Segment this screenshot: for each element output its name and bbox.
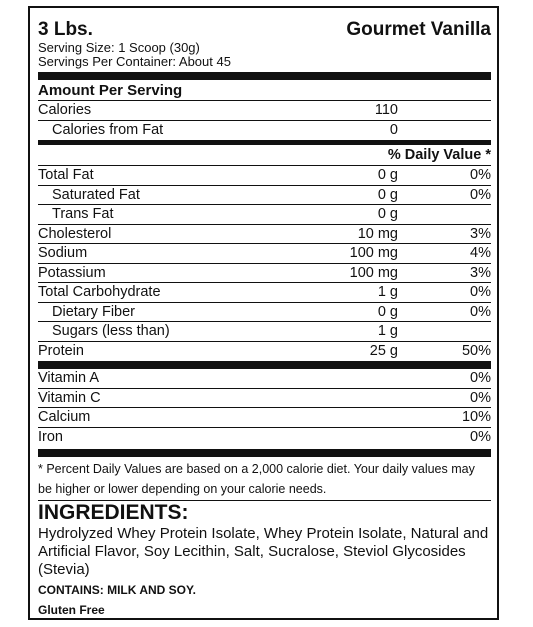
vitamin-daily-value: 0% [470,370,491,387]
nutrition-facts-panel [28,6,499,620]
nutrient-daily-value: 0% [470,303,491,320]
nutrient-label: Potassium [38,264,106,281]
nutrient-daily-value: 3% [470,264,491,281]
ingredients-title: INGREDIENTS: [38,501,189,524]
nutrient-daily-value: 3% [470,225,491,242]
daily-value-footnote: * Percent Daily Values are based on a 2,000 calorie diet. Your daily values may be higher or lower depending on your calorie needs. [38,462,475,496]
servings-per-container: Servings Per Container: About 45 [38,54,231,69]
nutrient-row [38,225,491,245]
vitamin-row [38,428,491,448]
vitamin-label: Vitamin A [38,370,99,387]
nutrient-daily-value: 4% [470,245,491,262]
nutrient-row [38,166,491,186]
calories-label: Calories [38,102,92,119]
nutrient-amount: 100 mg [349,264,398,281]
serving-size: Serving Size: 1 Scoop (30g) [38,40,200,55]
ingredients-text: Hydrolyzed Whey Protein Isolate, Whey Protein Isolate, Natural and Artificial Flavor, Soy Lecithin, Salt, Sucralose, Steviol Glycosides (Stevia) [38,525,489,578]
product-flavor: Gourmet Vanilla [346,19,491,40]
divider-thick [38,72,491,80]
nutrient-label: Trans Fat [52,206,114,223]
calories-fat-label: Calories from Fat [52,122,164,139]
nutrient-daily-value: 0% [470,167,491,184]
divider-thick [38,449,491,457]
nutrient-label: Sugars (less than) [52,323,170,340]
vitamin-daily-value: 10% [461,409,491,426]
nutrient-row [38,283,491,303]
nutrient-label: Sodium [38,245,88,262]
nutrient-amount: 1 g [377,284,398,301]
vitamin-row [38,408,491,428]
divider-thick [38,361,491,369]
nutrient-amount: 25 g [369,343,398,360]
nutrient-amount: 1 g [377,323,398,340]
vitamin-label: Calcium [38,409,91,426]
vitamin-label: Iron [38,429,63,446]
vitamin-row [38,369,491,389]
nutrient-amount: 0 g [377,167,398,184]
nutrient-label: Total Carbohydrate [38,284,161,301]
vitamin-table [38,369,491,447]
nutrient-label: Saturated Fat [52,186,140,203]
nutrient-daily-value: 0% [470,186,491,203]
gluten-free-statement: Gluten Free [38,603,105,617]
vitamin-daily-value: 0% [470,389,491,406]
daily-value-header: % Daily Value * [38,145,491,166]
nutrient-label: Cholesterol [38,225,112,242]
nutrient-label: Total Fat [38,167,94,184]
nutrient-amount: 0 g [377,186,398,203]
calories-row [38,101,491,121]
nutrient-amount: 10 mg [357,225,398,242]
amount-per-serving-heading: Amount Per Serving [38,80,491,101]
nutrient-label: Protein [38,343,84,360]
nutrient-table [38,166,491,361]
nutrient-row [38,303,491,323]
vitamin-label: Vitamin C [38,389,101,406]
product-weight: 3 Lbs. [38,19,93,40]
nutrient-row [38,186,491,206]
vitamin-daily-value: 0% [470,429,491,446]
nutrient-amount: 0 g [377,206,398,223]
nutrient-daily-value: 50% [461,343,491,360]
allergen-statement: CONTAINS: MILK AND SOY. [38,583,196,597]
nutrient-amount: 100 mg [349,245,398,262]
nutrient-label: Dietary Fiber [52,303,135,320]
nutrient-daily-value: 0% [470,284,491,301]
calories-fat-row [38,121,491,141]
nutrient-row [38,322,491,342]
panel-content [38,8,491,617]
nutrient-row [38,244,491,264]
nutrient-amount: 0 g [377,303,398,320]
nutrient-row [38,205,491,225]
nutrient-row [38,264,491,284]
nutrient-row [38,342,491,362]
calories-value: 110 [374,102,398,119]
label-header [38,8,491,41]
vitamin-row [38,389,491,409]
calories-fat-value: 0 [389,122,398,139]
